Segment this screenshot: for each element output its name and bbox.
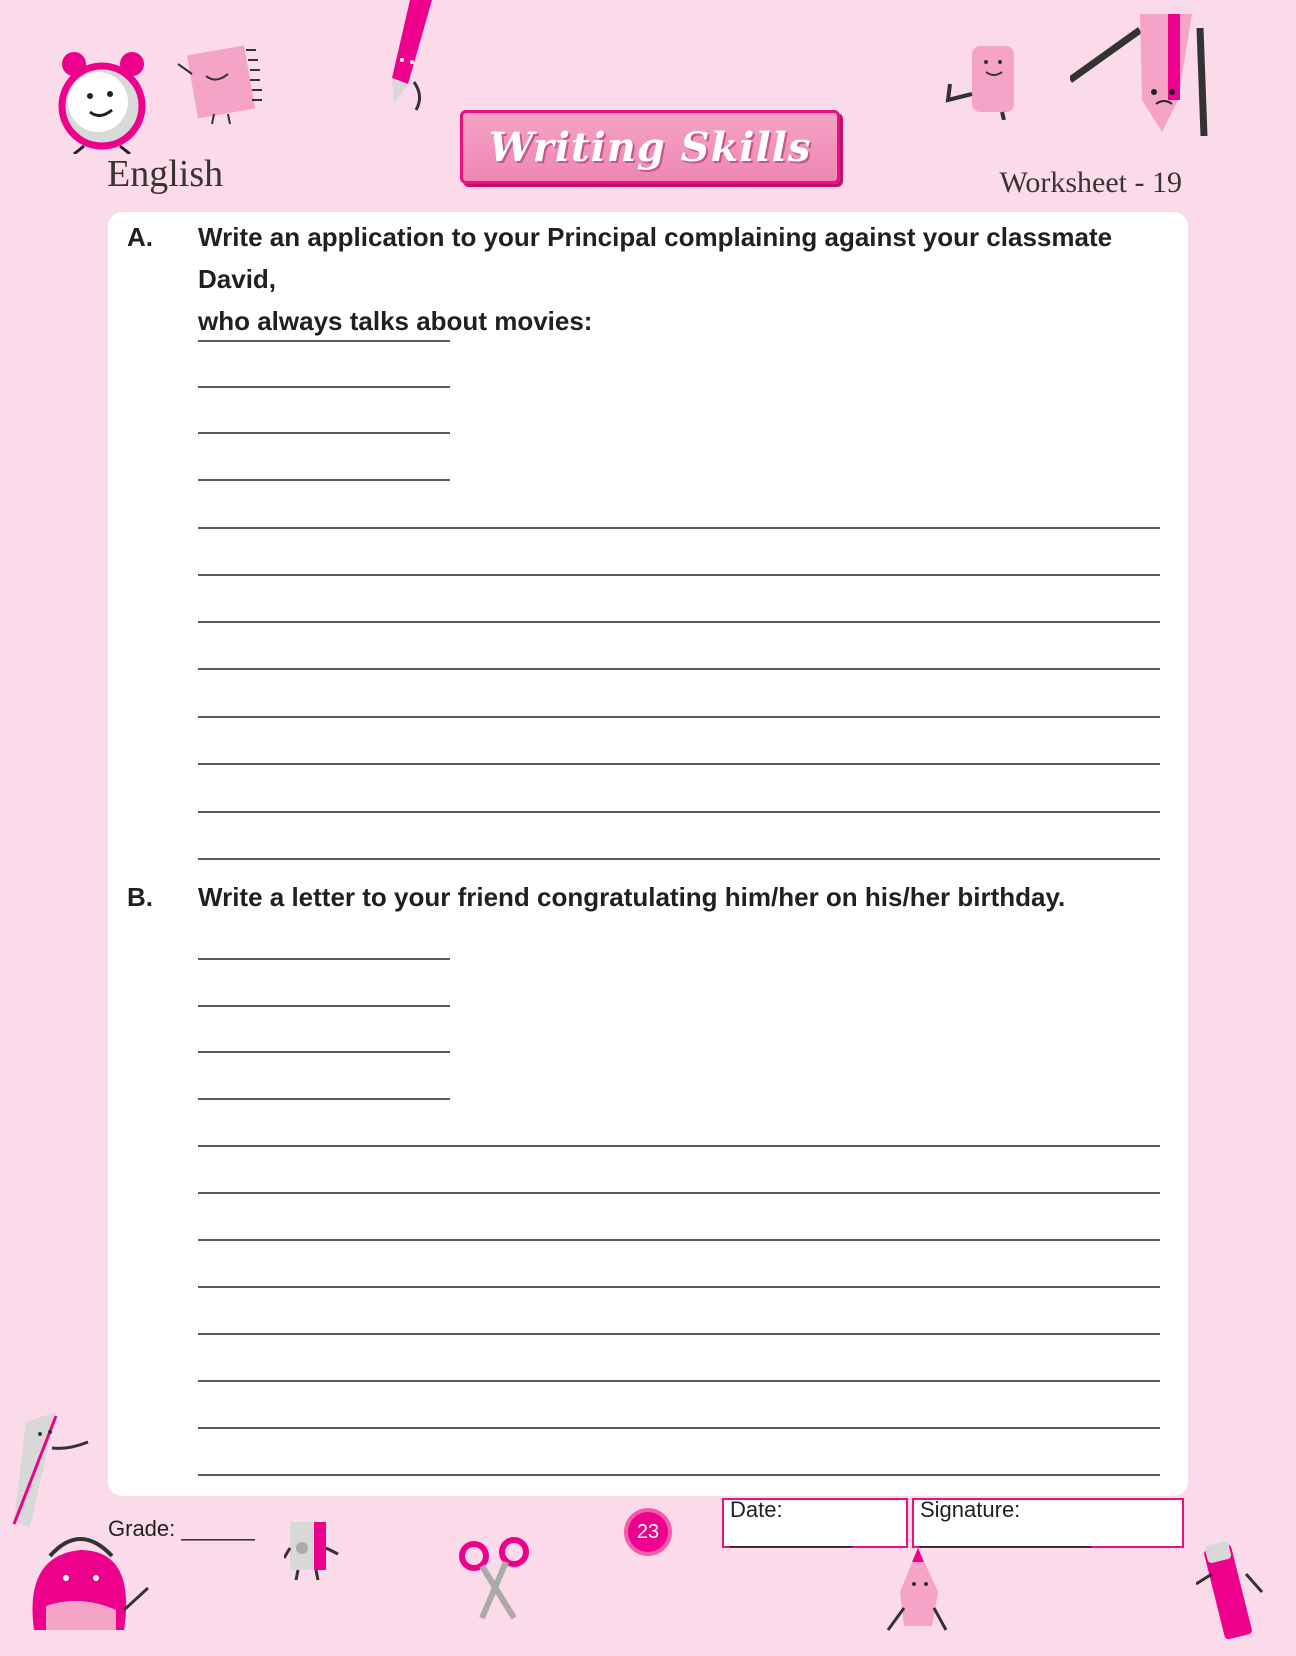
- page-title: Writing Skills: [488, 123, 812, 171]
- short-answer-line[interactable]: [198, 479, 450, 481]
- question-b-label: B.: [127, 882, 153, 912]
- worksheet-number: Worksheet - 19: [999, 166, 1182, 199]
- short-answer-line[interactable]: [198, 1051, 450, 1053]
- answer-line[interactable]: [198, 1145, 1160, 1147]
- answer-line[interactable]: [198, 811, 1160, 813]
- answer-line[interactable]: [198, 1380, 1160, 1382]
- alarm-clock-icon: [54, 44, 154, 154]
- answer-line[interactable]: [198, 1474, 1160, 1476]
- signature-field[interactable]: Signature: ______________: [912, 1498, 1184, 1548]
- eraser-icon: [944, 44, 1024, 120]
- question-a-line-2: who always talks about movies:: [198, 306, 593, 336]
- question-a-line-1: Write an application to your Principal complaining against your classmate David,: [198, 222, 1113, 294]
- sharpener-icon: [284, 1518, 344, 1582]
- pencil-compass-icon: [1070, 8, 1216, 138]
- answer-line[interactable]: [198, 1239, 1160, 1241]
- short-answer-line[interactable]: [198, 1005, 450, 1007]
- question-a-label: A.: [127, 222, 153, 252]
- answer-line[interactable]: [198, 527, 1160, 529]
- short-answer-line[interactable]: [198, 386, 450, 388]
- notepad-icon: [176, 42, 262, 124]
- question-b-text: Write a letter to your friend congratulating him/her on his/her birthday.: [198, 882, 1066, 912]
- title-banner: [460, 110, 840, 184]
- answer-line[interactable]: [198, 668, 1160, 670]
- answer-line[interactable]: [198, 1286, 1160, 1288]
- answer-line[interactable]: [198, 621, 1160, 623]
- short-answer-line[interactable]: [198, 1098, 450, 1100]
- short-answer-line[interactable]: [198, 340, 450, 342]
- short-answer-line[interactable]: [198, 432, 450, 434]
- answer-line[interactable]: [198, 1333, 1160, 1335]
- subject-label: English: [107, 153, 224, 195]
- answer-line[interactable]: [198, 763, 1160, 765]
- answer-line[interactable]: [198, 574, 1160, 576]
- scissors-icon: [456, 1536, 532, 1620]
- worksheet-card: [108, 212, 1188, 1496]
- answer-line[interactable]: [198, 858, 1160, 860]
- pen-icon: [1196, 1540, 1276, 1648]
- pencil-icon: [380, 0, 440, 112]
- grade-field[interactable]: Grade: ______: [108, 1516, 255, 1541]
- answer-line[interactable]: [198, 1192, 1160, 1194]
- crayon-icon: [884, 1548, 954, 1632]
- answer-line[interactable]: [198, 1427, 1160, 1429]
- short-answer-line[interactable]: [198, 958, 450, 960]
- question-a-text: [198, 216, 1178, 342]
- page-number-badge: 23: [628, 1512, 668, 1552]
- date-field[interactable]: Date: __________: [722, 1498, 908, 1548]
- answer-line[interactable]: [198, 716, 1160, 718]
- ruler-icon: [12, 1412, 92, 1528]
